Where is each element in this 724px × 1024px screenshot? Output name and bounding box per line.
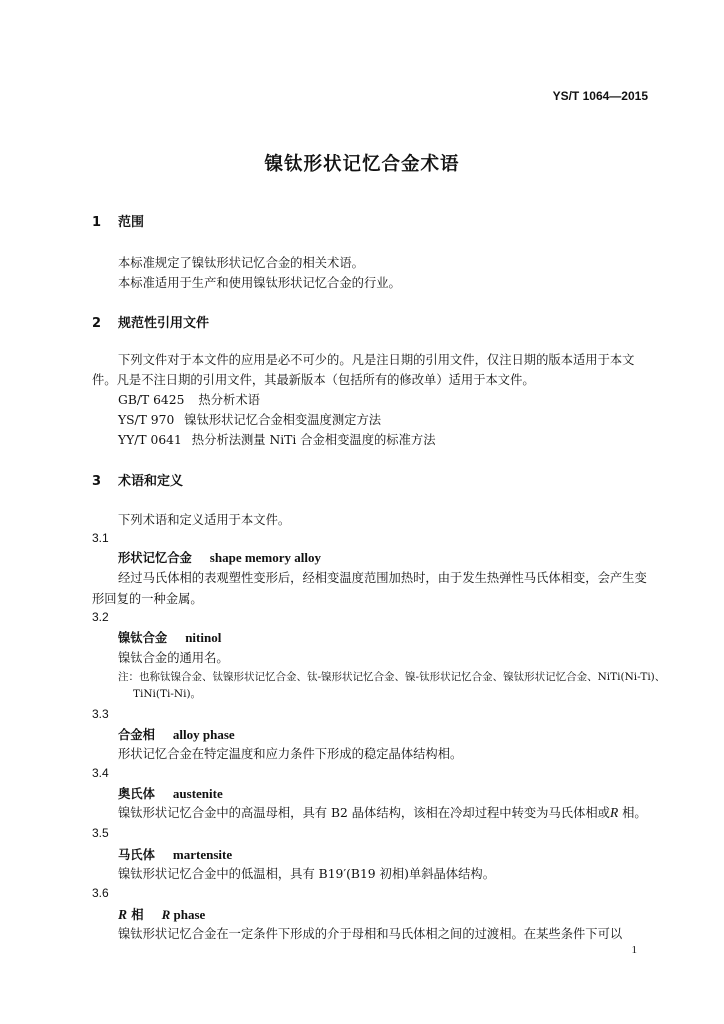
term-en — [162, 907, 206, 922]
reference-code: YS/T 970 — [118, 413, 175, 427]
term-en: alloy phase — [172, 727, 235, 742]
term-zh: 奥氏体 — [118, 787, 155, 801]
term-heading — [118, 905, 205, 923]
term-en: martensite — [172, 847, 233, 862]
paragraph-line: 下列文件对于本文件的应用是必不可少的。凡是注日期的引用文件，仅注日期的版本适用于本文 — [118, 353, 635, 367]
section-title: 术语和定义 — [118, 474, 184, 489]
term-number: 3.5 — [92, 826, 109, 840]
definition-text: 相。 — [618, 806, 647, 820]
section-title: 规范性引用文件 — [118, 316, 210, 331]
definition-line: 镍钛形状记忆合金在一定条件下形成的介于母相和马氏体相之间的过渡相。在某些条件下可以 — [118, 927, 623, 941]
definition-line: 镍钛合金的通用名。 — [118, 651, 229, 665]
reference-name: 热分析法测量 NiTi 合金相变温度的标准方法 — [191, 433, 436, 447]
reference-item — [118, 410, 381, 428]
definition-text: 镍钛形状记忆合金中的高温母相，具有 B2 晶体结构，该相在冷却过程中转变为马氏体相或 — [118, 806, 610, 820]
term-number: 3.4 — [92, 766, 109, 780]
term-heading — [118, 725, 235, 743]
section-number: 3 — [92, 474, 102, 489]
term-en: shape memory alloy — [209, 550, 322, 565]
term-heading — [118, 548, 321, 566]
term-number: 3.6 — [92, 886, 109, 900]
reference-name: 镍钛形状记忆合金相变温度测定方法 — [184, 413, 382, 427]
section-title: 范围 — [118, 215, 145, 230]
paragraph: 本标准适用于生产和使用镍钛形状记忆合金的行业。 — [118, 276, 401, 290]
section-1-heading — [92, 211, 144, 230]
italic-symbol: R — [161, 907, 171, 922]
definition-line: 形回复的一种金属。 — [92, 592, 203, 606]
term-heading — [118, 784, 223, 802]
term-en: nitinol — [185, 630, 222, 645]
note-line: TiNi(Ti-Ni)。 — [133, 688, 202, 700]
term-en-text: phase — [170, 907, 206, 922]
definition-line: 经过马氏体相的表观塑性变形后，经相变温度范围加热时，由于发生热弹性马氏体相变，会产生变 — [118, 571, 647, 585]
page-number: 1 — [631, 944, 637, 956]
term-heading — [118, 628, 221, 646]
reference-code: GB/T 6425 — [118, 393, 185, 407]
definition-line: 形状记忆合金在特定温度和应力条件下形成的稳定晶体结构相。 — [118, 747, 463, 761]
note-line: 注：也称钛镍合金、钛镍形状记忆合金、钛-镍形状记忆合金、镍-钛形状记忆合金、镍钛形状记忆合金、NiTi(Ni-Ti)、 — [118, 671, 666, 683]
paragraph-line: 件。凡是不注日期的引用文件，其最新版本（包括所有的修改单）适用于本文件。 — [92, 373, 535, 387]
term-zh: 合金相 — [118, 728, 155, 742]
term-en: austenite — [172, 786, 223, 801]
reference-item — [118, 430, 436, 448]
italic-symbol: R — [609, 805, 619, 820]
paragraph: 下列术语和定义适用于本文件。 — [118, 513, 291, 527]
section-number: 1 — [92, 215, 102, 230]
definition-line — [118, 803, 647, 821]
definition-line: 镍钛形状记忆合金中的低温相，具有 B19′(B19 初相)单斜晶体结构。 — [118, 867, 495, 881]
reference-name: 热分析术语 — [198, 393, 260, 407]
section-2-heading — [92, 312, 209, 331]
reference-item — [118, 390, 260, 408]
section-number: 2 — [92, 316, 102, 331]
reference-code: YY/T 0641 — [118, 433, 182, 447]
term-number: 3.3 — [92, 707, 109, 721]
italic-symbol: R — [118, 907, 128, 922]
term-heading — [118, 845, 232, 863]
term-number: 3.1 — [92, 531, 109, 545]
document-title: 镍钛形状记忆合金术语 — [264, 154, 460, 175]
standard-number: YS/T 1064—2015 — [552, 89, 648, 103]
term-number: 3.2 — [92, 610, 109, 624]
term-zh: 相 — [127, 908, 144, 922]
term-zh: 马氏体 — [118, 848, 155, 862]
term-zh: 形状记忆合金 — [118, 551, 192, 565]
paragraph: 本标准规定了镍钛形状记忆合金的相关术语。 — [118, 256, 364, 270]
section-3-heading — [92, 470, 183, 489]
term-zh: 镍钛合金 — [118, 631, 168, 645]
